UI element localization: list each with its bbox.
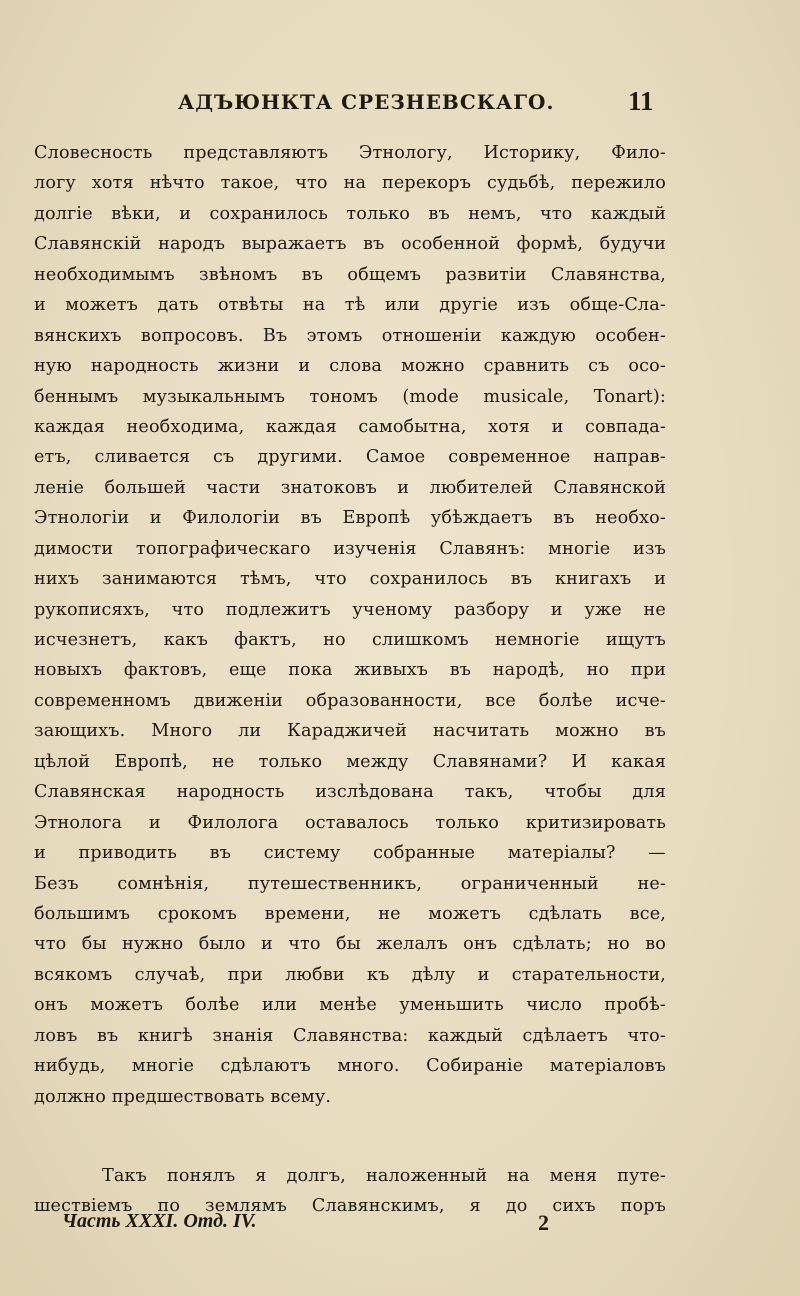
text-line: Словесность представляютъ Этнологу, Историку, Фило- [34,143,666,163]
text-line: шествіемъ по землямъ Славянскимъ, я до сихъ поръ [34,1196,666,1217]
text-line: Этнолога и Филолога оставалось только критизировать [34,812,666,833]
text-line: долгіе вѣки, и сохранилось только въ немъ, что каждый [34,203,666,224]
text-line: ную народность жизни и слова можно сравнить съ осо- [34,356,666,377]
page-number: 11 [628,86,654,116]
text-line: и приводить въ систему собранные матеріалы? — [34,843,666,864]
text-line: етъ, сливается съ другими. Самое современное направ- [34,447,666,468]
text-line: Славянская народность изслѣдована такъ, чтобы для [34,782,666,803]
text-line: исчезнетъ, какъ фактъ, но слишкомъ немногіе ищутъ [34,630,666,650]
running-head: АДЪЮНКТА СРЕЗНЕВСКАГО. [178,90,555,114]
text-line: нибудь, многіе сдѣлаютъ много. Собираніе матеріаловъ [34,1056,666,1077]
text-line: и можетъ дать отвѣты на тѣ или другіе изъ обще-Сла- [34,295,666,316]
text-line: каждая необходима, каждая самобытна, хотя и совпада- [34,416,666,437]
text-line: логу хотя нѣчто такое, что на перекоръ судьбѣ, пережило [34,173,666,194]
text-line: современномъ движеніи образованности, все болѣе исче- [34,690,666,711]
text-line: рукописяхъ, что подлежитъ ученому разбору и уже не [34,599,666,620]
text-line: леніе большей части знатоковъ и любителей Славянской [34,477,666,498]
text-line: димости топографическаго изученія Славянъ: многіе изъ [34,538,666,559]
text-line: Этнологіи и Филологіи въ Европѣ убѣждаетъ въ необхо- [34,508,666,529]
page-footer [62,1210,662,1244]
text-line: большимъ срокомъ времени, не можетъ сдѣлать все, [34,903,666,924]
text-line: онъ можетъ болѣе или менѣе уменьшить число пробѣ- [34,995,666,1016]
text-line: Безъ сомнѣнія, путешественникъ, ограниченный не- [34,873,666,894]
page-header [0,86,800,122]
paragraph-1 [34,138,666,1112]
text-line: новыхъ фактовъ, еще пока живыхъ въ народѣ, но при [34,660,666,681]
text-line: что бы нужно было и что бы желалъ онъ сдѣлать; но во [34,934,666,955]
text-line: Такъ понялъ я долгъ, наложенный на меня путе- [102,1166,666,1186]
text-line: нихъ занимаются тѣмъ, что сохранилось въ книгахъ и [34,569,666,590]
text-line: должно предшествовать всему. [34,1086,332,1107]
text-line: всякомъ случаѣ, при любви къ дѣлу и старательности, [34,964,666,985]
paragraph-gap [34,1112,666,1161]
text-line: ловъ въ книгѣ знанія Славянства: каждый сдѣлаетъ что- [34,1025,666,1046]
text-line: зающихъ. Много ли Караджичей насчитать можно въ [34,721,666,742]
page-body [34,138,666,1222]
printer-signature: Часть XXXI. Отд. IV. [62,1210,257,1232]
signature-number: 2 [538,1210,549,1235]
text-line: цѣлой Европѣ, не только между Славянами? И какая [34,751,666,772]
text-line: вянскихъ вопросовъ. Въ этомъ отношеніи каждую особен- [34,325,666,346]
text-line: необходимымъ звѣномъ въ общемъ развитіи Славянства, [34,264,666,285]
text-line: беннымъ музыкальнымъ тономъ (mode musicale, Tonart): [34,386,666,407]
text-line: Славянскій народъ выражаетъ въ особенной формѣ, будучи [34,234,666,255]
